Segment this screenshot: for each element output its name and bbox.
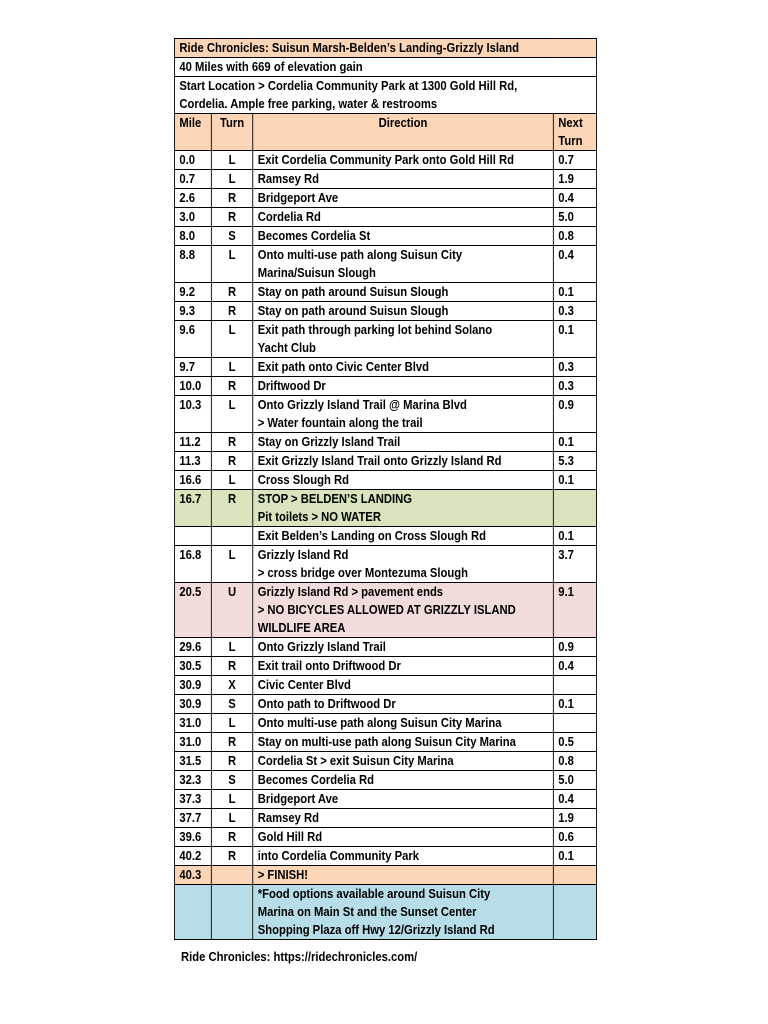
direction-cell: Grizzly Island Rd > cross bridge over Montezuma Slough (253, 546, 554, 583)
turn-cell: L (211, 321, 252, 358)
turn-cell: R (211, 189, 252, 208)
next-turn-cell: 5.0 (553, 208, 596, 227)
mile-cell: 9.6 (174, 321, 211, 358)
turn-cell: L (211, 246, 252, 283)
header-row (174, 114, 596, 151)
table-row (174, 358, 596, 377)
table-row (174, 490, 596, 527)
table-row (174, 695, 596, 714)
mile-cell: 0.7 (174, 170, 211, 189)
direction-cell: Civic Center Blvd (253, 676, 554, 695)
mile-cell: 40.3 (174, 866, 211, 885)
next-turn-cell (553, 885, 596, 940)
direction-cell: Exit Belden’s Landing on Cross Slough Rd (253, 527, 554, 546)
turn-cell: L (211, 396, 252, 433)
next-turn-cell (553, 866, 596, 885)
header-next-turn: Next Turn (553, 114, 596, 151)
table-row (174, 452, 596, 471)
mile-cell: 2.6 (174, 189, 211, 208)
table-row (174, 396, 596, 433)
table-row (174, 676, 596, 695)
turn-cell: L (211, 358, 252, 377)
turn-cell: R (211, 657, 252, 676)
direction-cell: Onto Grizzly Island Trail @ Marina Blvd > Water fountain along the trail (253, 396, 554, 433)
next-turn-cell: 0.3 (553, 377, 596, 396)
direction-cell: Onto Grizzly Island Trail (253, 638, 554, 657)
direction-cell: into Cordelia Community Park (253, 847, 554, 866)
mile-cell: 30.9 (174, 695, 211, 714)
mile-cell: 37.3 (174, 790, 211, 809)
direction-cell: Cordelia St > exit Suisun City Marina (253, 752, 554, 771)
next-turn-cell (553, 714, 596, 733)
turn-cell: R (211, 490, 252, 527)
next-turn-cell: 0.9 (553, 638, 596, 657)
next-turn-cell: 0.1 (553, 695, 596, 714)
direction-cell: Exit path onto Civic Center Blvd (253, 358, 554, 377)
turn-cell: L (211, 471, 252, 490)
direction-cell: Driftwood Dr (253, 377, 554, 396)
turn-cell: S (211, 695, 252, 714)
turn-cell: L (211, 638, 252, 657)
mile-cell (174, 527, 211, 546)
next-turn-cell: 0.4 (553, 790, 596, 809)
next-turn-cell: 5.3 (553, 452, 596, 471)
table-row (174, 321, 596, 358)
next-turn-cell: 0.1 (553, 471, 596, 490)
table-row (174, 471, 596, 490)
next-turn-cell: 5.0 (553, 771, 596, 790)
next-turn-cell: 3.7 (553, 546, 596, 583)
table-row (174, 546, 596, 583)
direction-cell: Onto path to Driftwood Dr (253, 695, 554, 714)
table-row (174, 377, 596, 396)
turn-cell: L (211, 809, 252, 828)
mile-cell: 32.3 (174, 771, 211, 790)
mile-cell: 9.7 (174, 358, 211, 377)
next-turn-cell: 0.1 (553, 283, 596, 302)
next-turn-cell: 0.3 (553, 358, 596, 377)
turn-cell (211, 885, 252, 940)
table-row (174, 208, 596, 227)
table-row (174, 227, 596, 246)
title-row (174, 39, 596, 58)
next-turn-cell: 0.4 (553, 189, 596, 208)
direction-cell: Becomes Cordelia Rd (253, 771, 554, 790)
table-row (174, 433, 596, 452)
turn-cell: L (211, 714, 252, 733)
next-turn-cell: 0.9 (553, 396, 596, 433)
direction-cell: Gold Hill Rd (253, 828, 554, 847)
turn-cell: L (211, 790, 252, 809)
next-turn-cell: 0.7 (553, 151, 596, 170)
mile-cell: 16.8 (174, 546, 211, 583)
direction-cell: Onto multi-use path along Suisun City Marina/Suisun Slough (253, 246, 554, 283)
mile-cell: 30.9 (174, 676, 211, 695)
next-turn-cell: 0.1 (553, 527, 596, 546)
direction-cell: Stay on path around Suisun Slough (253, 283, 554, 302)
direction-cell: STOP > BELDEN’S LANDING Pit toilets > NO WATER (253, 490, 554, 527)
turn-cell: R (211, 828, 252, 847)
table-row (174, 885, 596, 940)
subtitle-row (174, 58, 596, 77)
footer-link[interactable]: Ride Chronicles: https://ridechronicles.com/ (181, 950, 418, 964)
next-turn-cell: 0.4 (553, 657, 596, 676)
cue-sheet-body (174, 39, 596, 940)
direction-cell: Cross Slough Rd (253, 471, 554, 490)
table-row (174, 752, 596, 771)
start-row (174, 77, 596, 114)
direction-cell: Ramsey Rd (253, 170, 554, 189)
table-row (174, 714, 596, 733)
sheet-subtitle: 40 Miles with 669 of elevation gain (174, 58, 596, 77)
mile-cell: 10.0 (174, 377, 211, 396)
table-row (174, 527, 596, 546)
header-direction: Direction (253, 114, 554, 151)
direction-cell: Bridgeport Ave (253, 189, 554, 208)
direction-cell: Exit Cordelia Community Park onto Gold Hill Rd (253, 151, 554, 170)
turn-cell: R (211, 283, 252, 302)
turn-cell: R (211, 433, 252, 452)
next-turn-cell: 9.1 (553, 583, 596, 638)
turn-cell: R (211, 847, 252, 866)
header-turn: Turn (211, 114, 252, 151)
next-turn-cell: 1.9 (553, 170, 596, 189)
mile-cell: 37.7 (174, 809, 211, 828)
mile-cell: 11.2 (174, 433, 211, 452)
next-turn-cell: 0.8 (553, 227, 596, 246)
turn-cell: R (211, 733, 252, 752)
table-row (174, 283, 596, 302)
direction-cell: > FINISH! (253, 866, 554, 885)
turn-cell: R (211, 302, 252, 321)
mile-cell: 39.6 (174, 828, 211, 847)
turn-cell: S (211, 771, 252, 790)
turn-cell: L (211, 546, 252, 583)
turn-cell: L (211, 170, 252, 189)
table-row (174, 638, 596, 657)
mile-cell: 9.2 (174, 283, 211, 302)
turn-cell (211, 866, 252, 885)
turn-cell: U (211, 583, 252, 638)
turn-cell: R (211, 752, 252, 771)
turn-cell: R (211, 208, 252, 227)
direction-cell: Onto multi-use path along Suisun City Marina (253, 714, 554, 733)
direction-cell: Cordelia Rd (253, 208, 554, 227)
next-turn-cell (553, 490, 596, 527)
mile-cell: 16.6 (174, 471, 211, 490)
mile-cell: 16.7 (174, 490, 211, 527)
direction-cell: Stay on Grizzly Island Trail (253, 433, 554, 452)
table-row (174, 866, 596, 885)
mile-cell: 3.0 (174, 208, 211, 227)
direction-cell: *Food options available around Suisun City Marina on Main St and the Sunset Center Shopping Plaza off Hwy 12/Grizzly Island Rd (253, 885, 554, 940)
table-row (174, 790, 596, 809)
next-turn-cell: 1.9 (553, 809, 596, 828)
direction-cell: Exit Grizzly Island Trail onto Grizzly Island Rd (253, 452, 554, 471)
turn-cell: S (211, 227, 252, 246)
table-row (174, 847, 596, 866)
mile-cell: 31.5 (174, 752, 211, 771)
table-row (174, 170, 596, 189)
turn-cell: L (211, 151, 252, 170)
table-row (174, 583, 596, 638)
direction-cell: Ramsey Rd (253, 809, 554, 828)
mile-cell: 11.3 (174, 452, 211, 471)
next-turn-cell (553, 676, 596, 695)
direction-cell: Grizzly Island Rd > pavement ends > NO BICYCLES ALLOWED AT GRIZZLY ISLAND WILDLIFE AREA (253, 583, 554, 638)
mile-cell: 31.0 (174, 733, 211, 752)
table-row (174, 809, 596, 828)
next-turn-cell: 0.1 (553, 321, 596, 358)
table-row (174, 246, 596, 283)
mile-cell: 29.6 (174, 638, 211, 657)
mile-cell: 20.5 (174, 583, 211, 638)
table-row (174, 828, 596, 847)
mile-cell: 40.2 (174, 847, 211, 866)
table-row (174, 733, 596, 752)
mile-cell: 8.8 (174, 246, 211, 283)
direction-cell: Becomes Cordelia St (253, 227, 554, 246)
start-location: Start Location > Cordelia Community Park at 1300 Gold Hill Rd, Cordelia. Ample free parking, water & restrooms (174, 77, 596, 114)
direction-cell: Exit path through parking lot behind Solano Yacht Club (253, 321, 554, 358)
cue-sheet-table (174, 38, 597, 940)
mile-cell: 8.0 (174, 227, 211, 246)
sheet-title: Ride Chronicles: Suisun Marsh-Belden’s Landing-Grizzly Island (174, 39, 596, 58)
direction-cell: Bridgeport Ave (253, 790, 554, 809)
turn-cell: R (211, 452, 252, 471)
mile-cell: 31.0 (174, 714, 211, 733)
header-mile: Mile (174, 114, 211, 151)
next-turn-cell: 0.6 (553, 828, 596, 847)
next-turn-cell: 0.8 (553, 752, 596, 771)
table-row (174, 302, 596, 321)
table-row (174, 771, 596, 790)
direction-cell: Stay on multi-use path along Suisun City Marina (253, 733, 554, 752)
next-turn-cell: 0.4 (553, 246, 596, 283)
mile-cell: 30.5 (174, 657, 211, 676)
table-row (174, 189, 596, 208)
next-turn-cell: 0.1 (553, 847, 596, 866)
next-turn-cell: 0.1 (553, 433, 596, 452)
mile-cell: 0.0 (174, 151, 211, 170)
next-turn-cell: 0.5 (553, 733, 596, 752)
turn-cell: R (211, 377, 252, 396)
next-turn-cell: 0.3 (553, 302, 596, 321)
direction-cell: Stay on path around Suisun Slough (253, 302, 554, 321)
turn-cell: X (211, 676, 252, 695)
direction-cell: Exit trail onto Driftwood Dr (253, 657, 554, 676)
table-row (174, 657, 596, 676)
table-row (174, 151, 596, 170)
turn-cell (211, 527, 252, 546)
mile-cell: 9.3 (174, 302, 211, 321)
mile-cell (174, 885, 211, 940)
mile-cell: 10.3 (174, 396, 211, 433)
